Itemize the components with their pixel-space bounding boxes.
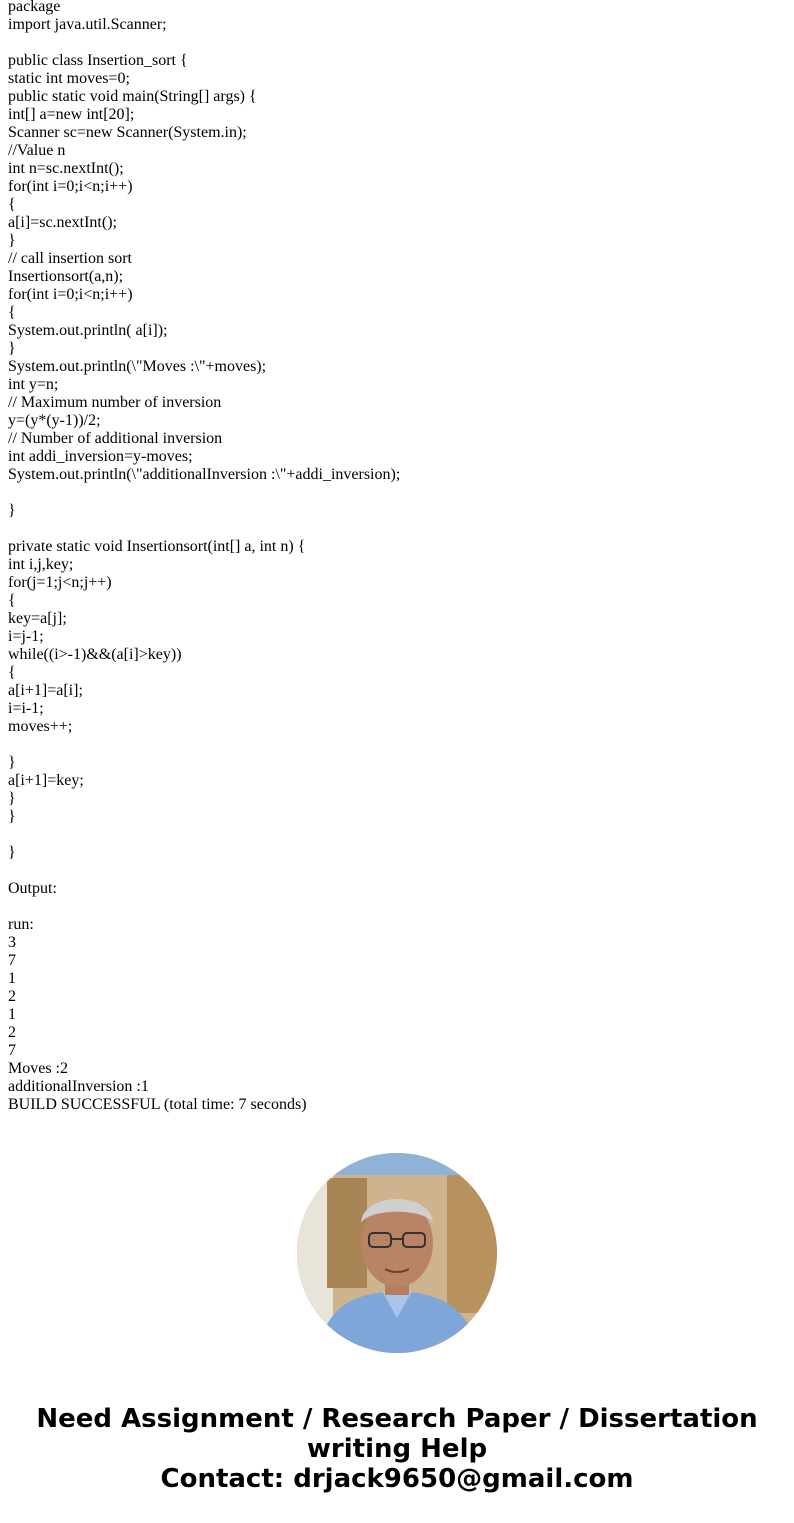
promo-line-2: writing Help: [306, 1434, 488, 1464]
code-line: Output:: [8, 880, 57, 897]
code-line: }: [8, 808, 16, 825]
code-line: i=j-1;: [8, 628, 44, 645]
code-line: }: [8, 502, 16, 519]
code-line: int y=n;: [8, 376, 59, 393]
code-line: // call insertion sort: [8, 250, 132, 267]
code-line: y=(y*(y-1))/2;: [8, 412, 101, 429]
code-line: for(j=1;j<n;j++): [8, 574, 112, 591]
code-line: // Number of additional inversion: [8, 430, 223, 447]
code-line: {: [8, 196, 16, 213]
code-line: 1: [8, 970, 16, 987]
code-line-top-clipped: package: [8, 0, 61, 15]
code-line: System.out.println(\"Moves :\"+moves);: [8, 358, 267, 375]
code-line: 7: [8, 1042, 16, 1059]
code-line: public class Insertion_sort {: [8, 52, 188, 69]
code-line: a[i+1]=key;: [8, 772, 84, 789]
code-line: import java.util.Scanner;: [8, 16, 167, 33]
code-line: }: [8, 844, 16, 861]
code-line: BUILD SUCCESSFUL (total time: 7 seconds): [8, 1096, 307, 1113]
code-line: static int moves=0;: [8, 70, 130, 87]
promo-line-3: Contact: drjack9650@gmail.com: [160, 1464, 634, 1494]
code-line: int[] a=new int[20];: [8, 106, 135, 123]
code-line: public static void main(String[] args) {: [8, 88, 257, 105]
code-line: int n=sc.nextInt();: [8, 160, 124, 177]
code-line: }: [8, 340, 16, 357]
code-line: 7: [8, 952, 16, 969]
code-line: i=i-1;: [8, 700, 44, 717]
code-line: 2: [8, 1024, 16, 1041]
code-line: Moves :2: [8, 1060, 68, 1077]
code-line: }: [8, 754, 16, 771]
code-line: System.out.println(\"additionalInversion :\"+addi_inversion);: [8, 466, 401, 483]
code-line: {: [8, 592, 16, 609]
code-line: }: [8, 790, 16, 807]
code-line: a[i+1]=a[i];: [8, 682, 83, 699]
code-line: int addi_inversion=y-moves;: [8, 448, 193, 465]
author-avatar: [297, 1153, 497, 1353]
code-line: {: [8, 304, 16, 321]
code-line: 2: [8, 988, 16, 1005]
code-line: for(int i=0;i<n;i++): [8, 178, 133, 195]
code-line: run:: [8, 916, 34, 933]
code-line: {: [8, 664, 16, 681]
code-line: }: [8, 232, 16, 249]
code-line: System.out.println( a[i]);: [8, 322, 168, 339]
code-line: 1: [8, 1006, 16, 1023]
code-line: private static void Insertionsort(int[] a, int n) {: [8, 538, 306, 555]
code-line: additionalInversion :1: [8, 1078, 149, 1095]
code-line: Scanner sc=new Scanner(System.in);: [8, 124, 247, 141]
code-line: moves++;: [8, 718, 73, 735]
code-line: while((i>-1)&&(a[i]>key)): [8, 646, 182, 663]
code-line: int i,j,key;: [8, 556, 74, 573]
code-line: for(int i=0;i<n;i++): [8, 286, 133, 303]
code-line: key=a[j];: [8, 610, 67, 627]
code-line: a[i]=sc.nextInt();: [8, 214, 117, 231]
promo-line-1: Need Assignment / Research Paper / Dissertation: [36, 1404, 758, 1434]
code-line: //Value n: [8, 142, 66, 159]
code-line: Insertionsort(a,n);: [8, 268, 124, 285]
code-line: 3: [8, 934, 16, 951]
code-line: // Maximum number of inversion: [8, 394, 222, 411]
